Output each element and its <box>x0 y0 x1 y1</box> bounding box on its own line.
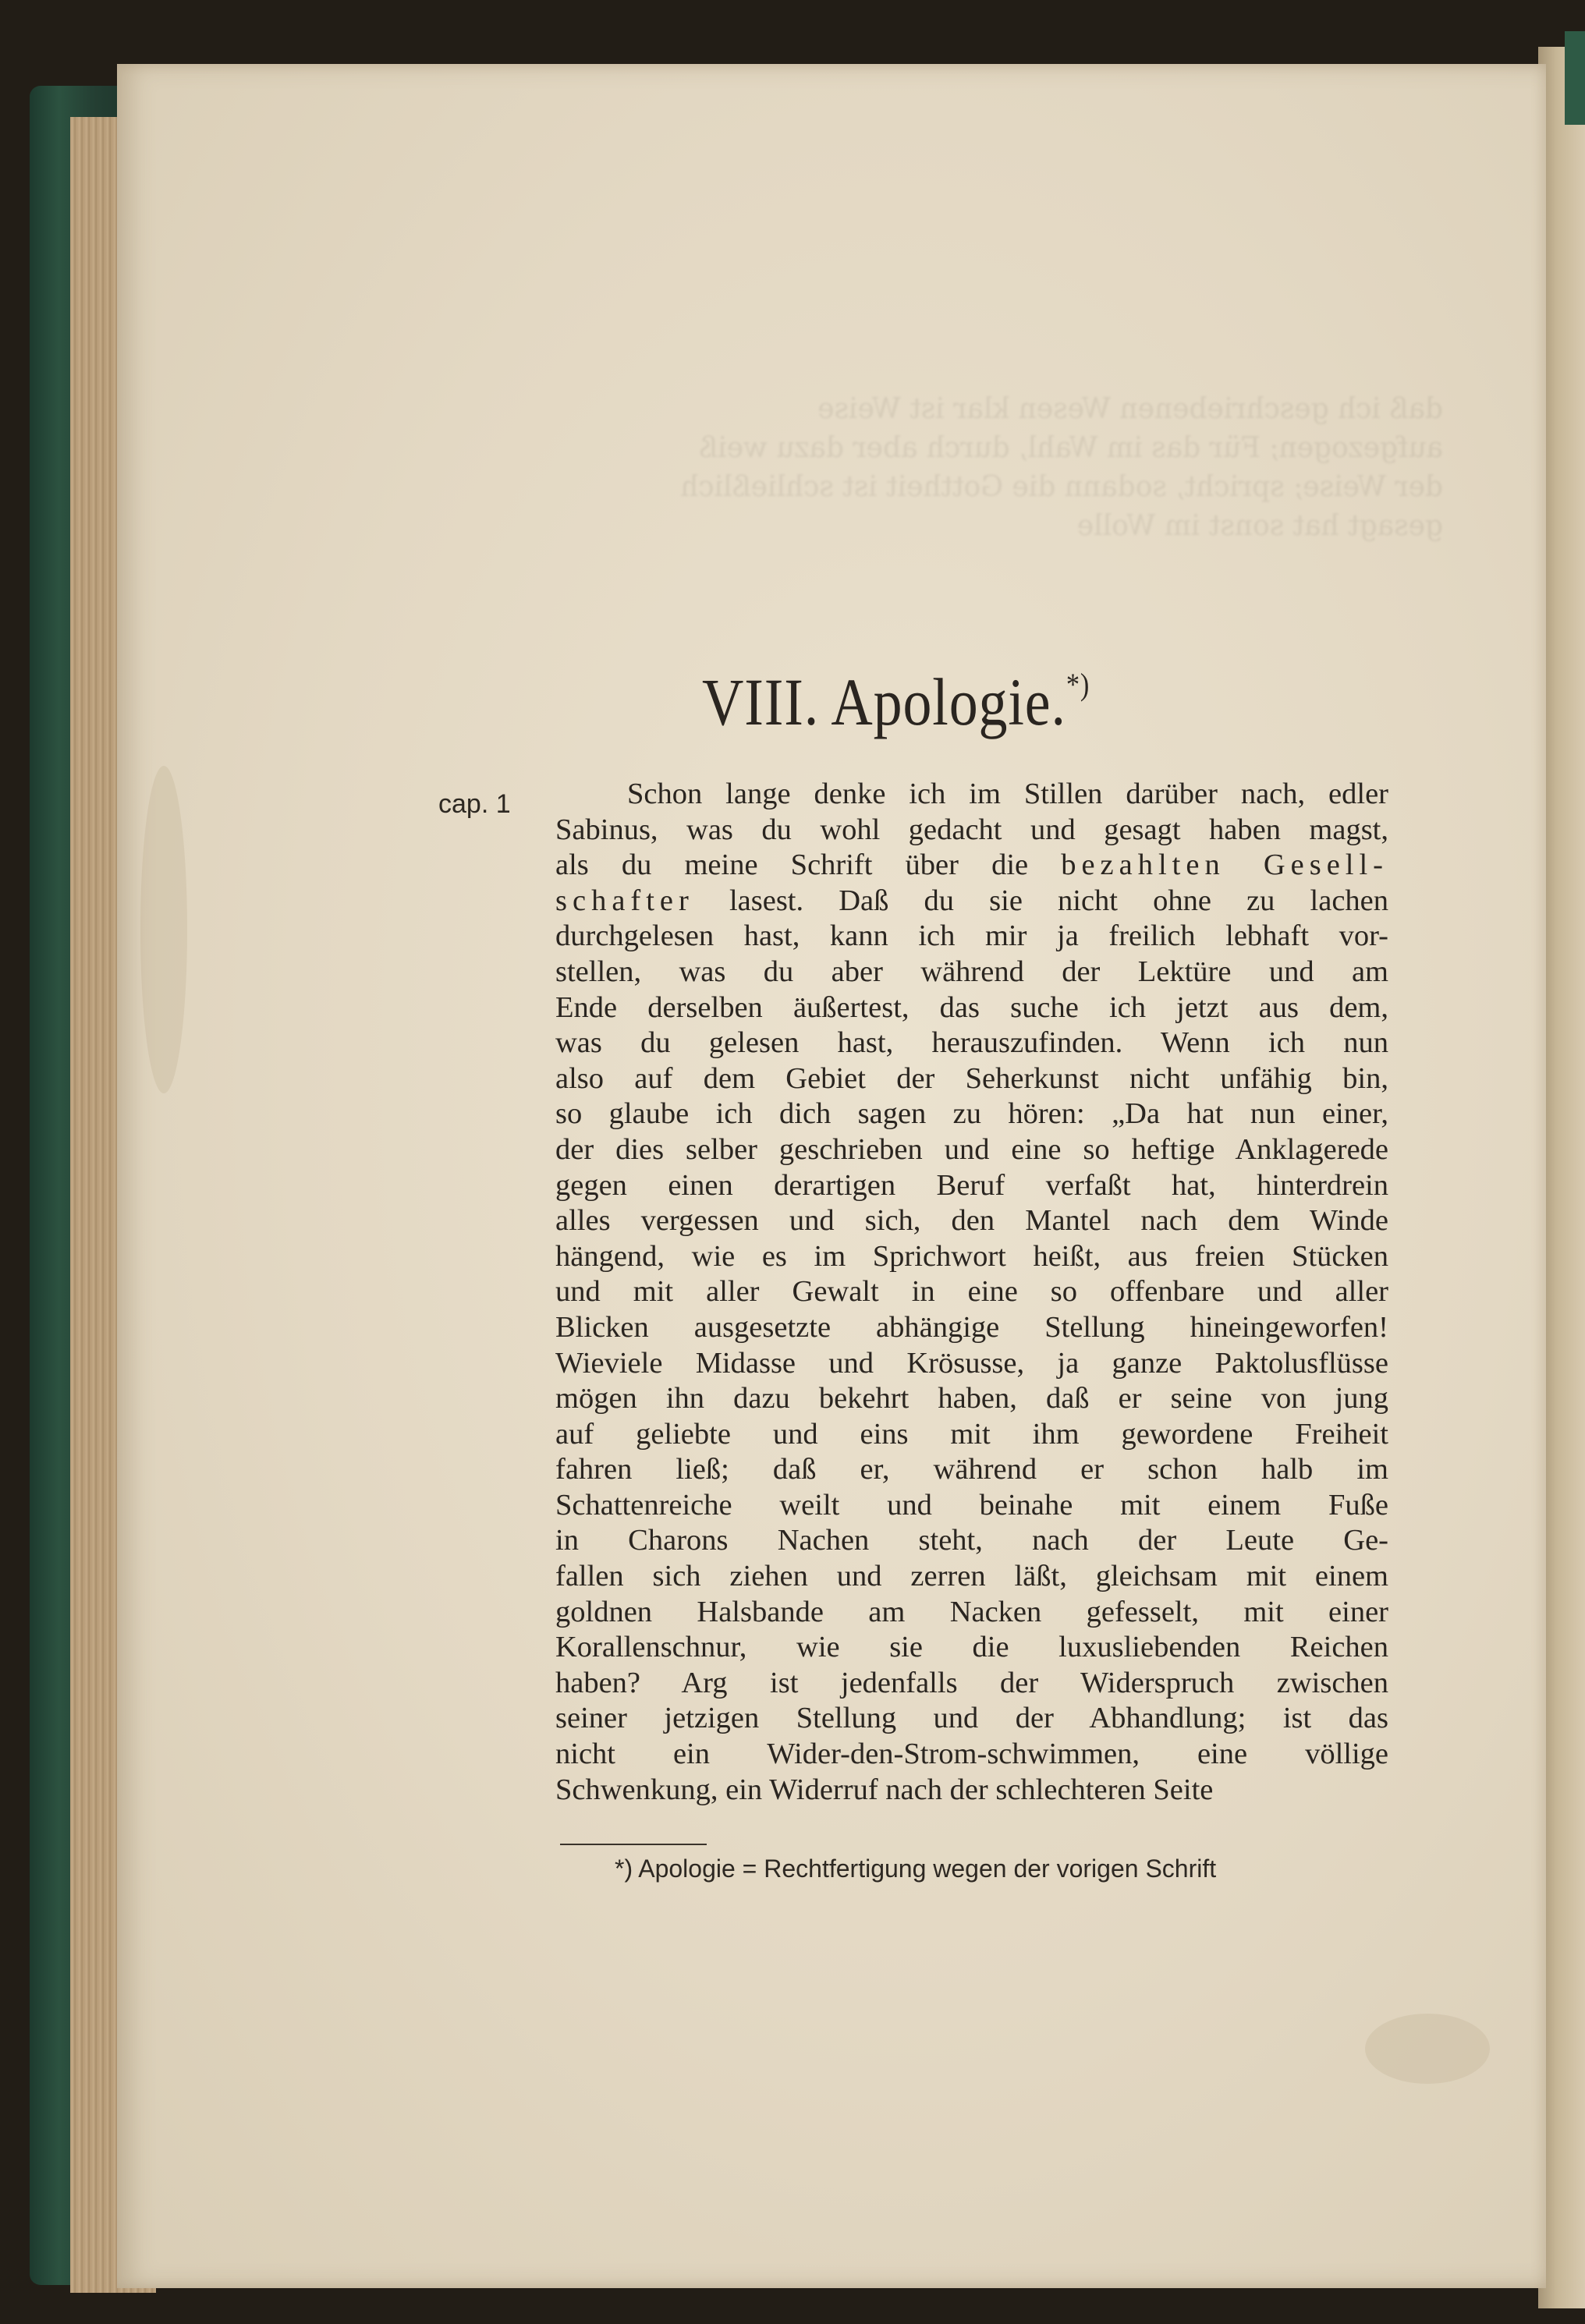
text-line: mögen ihn dazu bekehrt haben, daß er seine von jung <box>555 1382 1388 1415</box>
text-line: alles vergessen und sich, den Mantel nach dem Winde <box>555 1204 1388 1238</box>
text-line <box>555 884 1388 919</box>
spaced-emphasis: schafter <box>555 884 694 917</box>
text-line: Schattenreiche weilt und beinahe mit einem Fuße <box>555 1488 1388 1522</box>
chapter-title-text: VIII. Apologie. <box>702 664 1066 739</box>
text-line: also auf dem Gebiet der Seherkunst nicht unfähig bin, <box>555 1061 1388 1095</box>
text-line: auf geliebte und eins mit ihm gewordene Freiheit <box>555 1417 1388 1451</box>
page-stain <box>1365 2014 1490 2084</box>
footnote-mark: *) <box>1066 667 1090 702</box>
page-stain <box>140 766 187 1093</box>
text-line: so glaube ich dich sagen zu hören: „Da hat nun einer, <box>555 1097 1388 1131</box>
binding-corner <box>1565 31 1585 125</box>
text-line: Korallenschnur, wie sie die luxusliebenden Reichen <box>555 1631 1388 1664</box>
text-line <box>555 848 1388 884</box>
text-line: Wieviele Midasse und Krösusse, ja ganze Paktolusflüsse <box>555 1346 1388 1380</box>
footnote: *) Apologie = Rechtfertigung wegen der vorigen Schrift <box>615 1855 1217 1883</box>
text-line: goldnen Halsbande am Nacken gefesselt, mit einer <box>555 1595 1388 1628</box>
show-through-line: der Weise; spricht, sodann die Gottheit ist schließlich <box>680 471 1443 503</box>
text-line: seiner jetzigen Stellung und der Abhandlung; ist das <box>555 1702 1388 1735</box>
text-line: fallen sich ziehen und zerren läßt, gleichsam mit einem <box>555 1560 1388 1593</box>
text-line: der dies selber geschrieben und eine so heftige Anklagerede <box>555 1132 1388 1166</box>
text-line: in Charons Nachen steht, nach der Leute Ge- <box>555 1524 1388 1557</box>
text-line: was du gelesen hast, herauszufinden. Wenn ich nun <box>555 1026 1388 1060</box>
text-line: hängend, wie es im Sprichwort heißt, aus freien Stücken <box>555 1239 1388 1273</box>
text-line: nicht ein Wider-den-Strom-schwimmen, eine völlige <box>555 1738 1388 1771</box>
text-line: stellen, was du aber während der Lektüre und am <box>555 955 1388 988</box>
margin-note: cap. 1 <box>438 789 511 819</box>
text-line: Ende derselben äußertest, das suche ich jetzt aus dem, <box>555 990 1388 1024</box>
text-line: gegen einen derartigen Beruf verfaßt hat, hinterdrein <box>555 1168 1388 1202</box>
chapter-title <box>702 663 1090 741</box>
text-line: Schon lange denke ich im Stillen darüber nach, edler <box>627 778 1388 810</box>
spaced-emphasis: bezahlten Gesell- <box>1061 848 1388 882</box>
text-line: Blicken ausgesetzte abhängige Stellung hineingeworfen! <box>555 1310 1388 1344</box>
show-through-line: aufgezogen; Für das im Wahl, durch aber dazu weiß <box>699 432 1443 464</box>
text-line: fahren ließ; daß er, während er schon halb im <box>555 1453 1388 1486</box>
text-line: Schwenkung, ein Widerruf nach der schlechteren Seite <box>555 1773 1214 1806</box>
footnote-rule <box>560 1844 707 1845</box>
text-line: und mit aller Gewalt in eine so offenbare und aller <box>555 1275 1388 1309</box>
text-fragment: als du meine Schrift über die <box>555 848 1029 882</box>
show-through-line: gesagt hat sonst im Wolle <box>1076 510 1443 542</box>
text-line: haben? Arg ist jedenfalls der Widerspruch zwischen <box>555 1666 1388 1699</box>
text-line: Sabinus, was du wohl gedacht und gesagt haben magst, <box>555 813 1388 846</box>
text-line: durchgelesen hast, kann ich mir ja freilich lebhaft vor- <box>555 919 1388 953</box>
body-text <box>555 777 1388 1808</box>
text-fragment: lasest. Daß du sie nicht ohne zu lachen <box>729 884 1389 917</box>
show-through-text <box>546 390 1443 624</box>
show-through-line: daß ich geschriebenen Wesen klar ist Weise <box>817 393 1443 425</box>
